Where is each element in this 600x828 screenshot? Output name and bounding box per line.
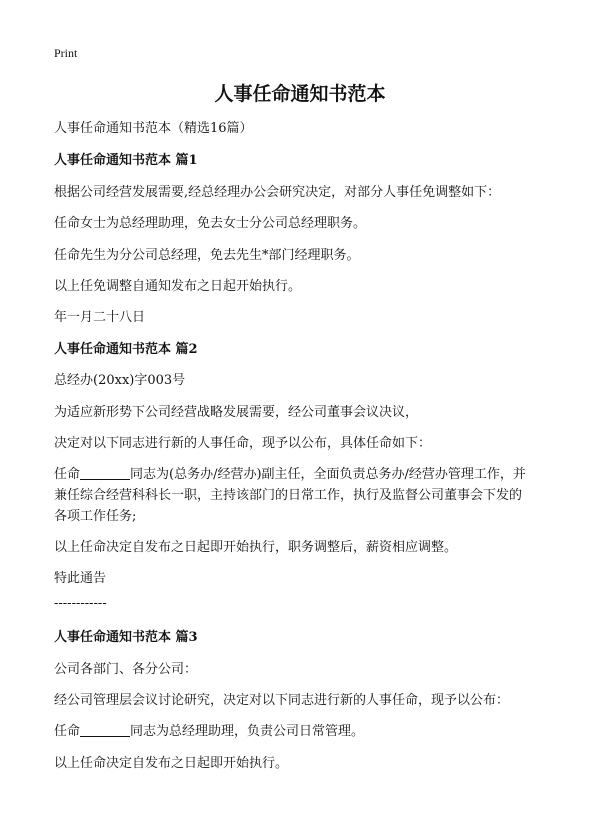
article2-paragraph-4-line-2: 兼任综合经营科科长一职，主持该部门的日常工作，执行及监督公司董事会下发的 <box>54 488 523 503</box>
article3-paragraph-3 <box>54 721 554 742</box>
name-blank <box>80 465 130 480</box>
article1-paragraph-3: 任命先生为分公司总经理，免去先生*部门经理职务。 <box>54 248 360 263</box>
section-divider: ------------ <box>54 596 107 611</box>
article3-paragraph-1: 公司各部门、各分公司： <box>54 662 198 677</box>
document-title: 人事任命通知书范本 <box>214 83 386 105</box>
article2-doc-number: 总经办(20xx)字003号 <box>54 373 186 388</box>
print-label: Print <box>54 46 78 60</box>
name-blank <box>80 722 130 737</box>
article2-paragraph-4-line-1 <box>54 464 554 485</box>
article2-paragraph-2: 为适应新形势下公司经营战略发展需要，经公司董事会议决议， <box>54 405 419 420</box>
appointment-text: 同志为(总务办/经营办)副主任，全面负责总务办/经营办管理工作，并 <box>130 467 526 482</box>
article2-paragraph-3: 决定对以下同志进行新的人事任命，现予以公布，具体任命如下： <box>54 436 432 451</box>
appointment-text: 同志为总经理助理，负责公司日常管理。 <box>130 724 365 739</box>
article1-date: 年一月二十八日 <box>54 310 146 325</box>
article2-paragraph-5: 以上任命决定自发布之日起即开始执行，职务调整后，薪资相应调整。 <box>54 540 458 555</box>
article3-paragraph-2: 经公司管理层会议讨论研究，决定对以下同志进行新的人事任命，现予以公布： <box>54 693 510 708</box>
appointment-prefix: 任命 <box>54 724 81 739</box>
article1-heading: 人事任命通知书范本 篇1 <box>54 153 198 168</box>
article1-paragraph-2: 任命女士为总经理助理，免去女士分公司总经理职务。 <box>54 216 367 231</box>
document-subtitle: 人事任命通知书范本（精选16篇） <box>54 121 253 136</box>
appointment-prefix: 任命 <box>54 467 81 482</box>
article1-paragraph-4: 以上任免调整自通知发布之日起开始执行。 <box>54 279 302 294</box>
article3-heading: 人事任命通知书范本 篇3 <box>54 630 198 645</box>
article2-heading: 人事任命通知书范本 篇2 <box>54 342 198 357</box>
article2-closing: 特此通告 <box>54 571 107 586</box>
article2-paragraph-4-line-3: 各项工作任务; <box>54 509 137 524</box>
article3-paragraph-4: 以上任命决定自发布之日起即开始执行。 <box>54 756 289 771</box>
article1-paragraph-1: 根据公司经营发展需要,经总经理办公会研究决定，对部分人事任免调整如下： <box>54 185 501 200</box>
